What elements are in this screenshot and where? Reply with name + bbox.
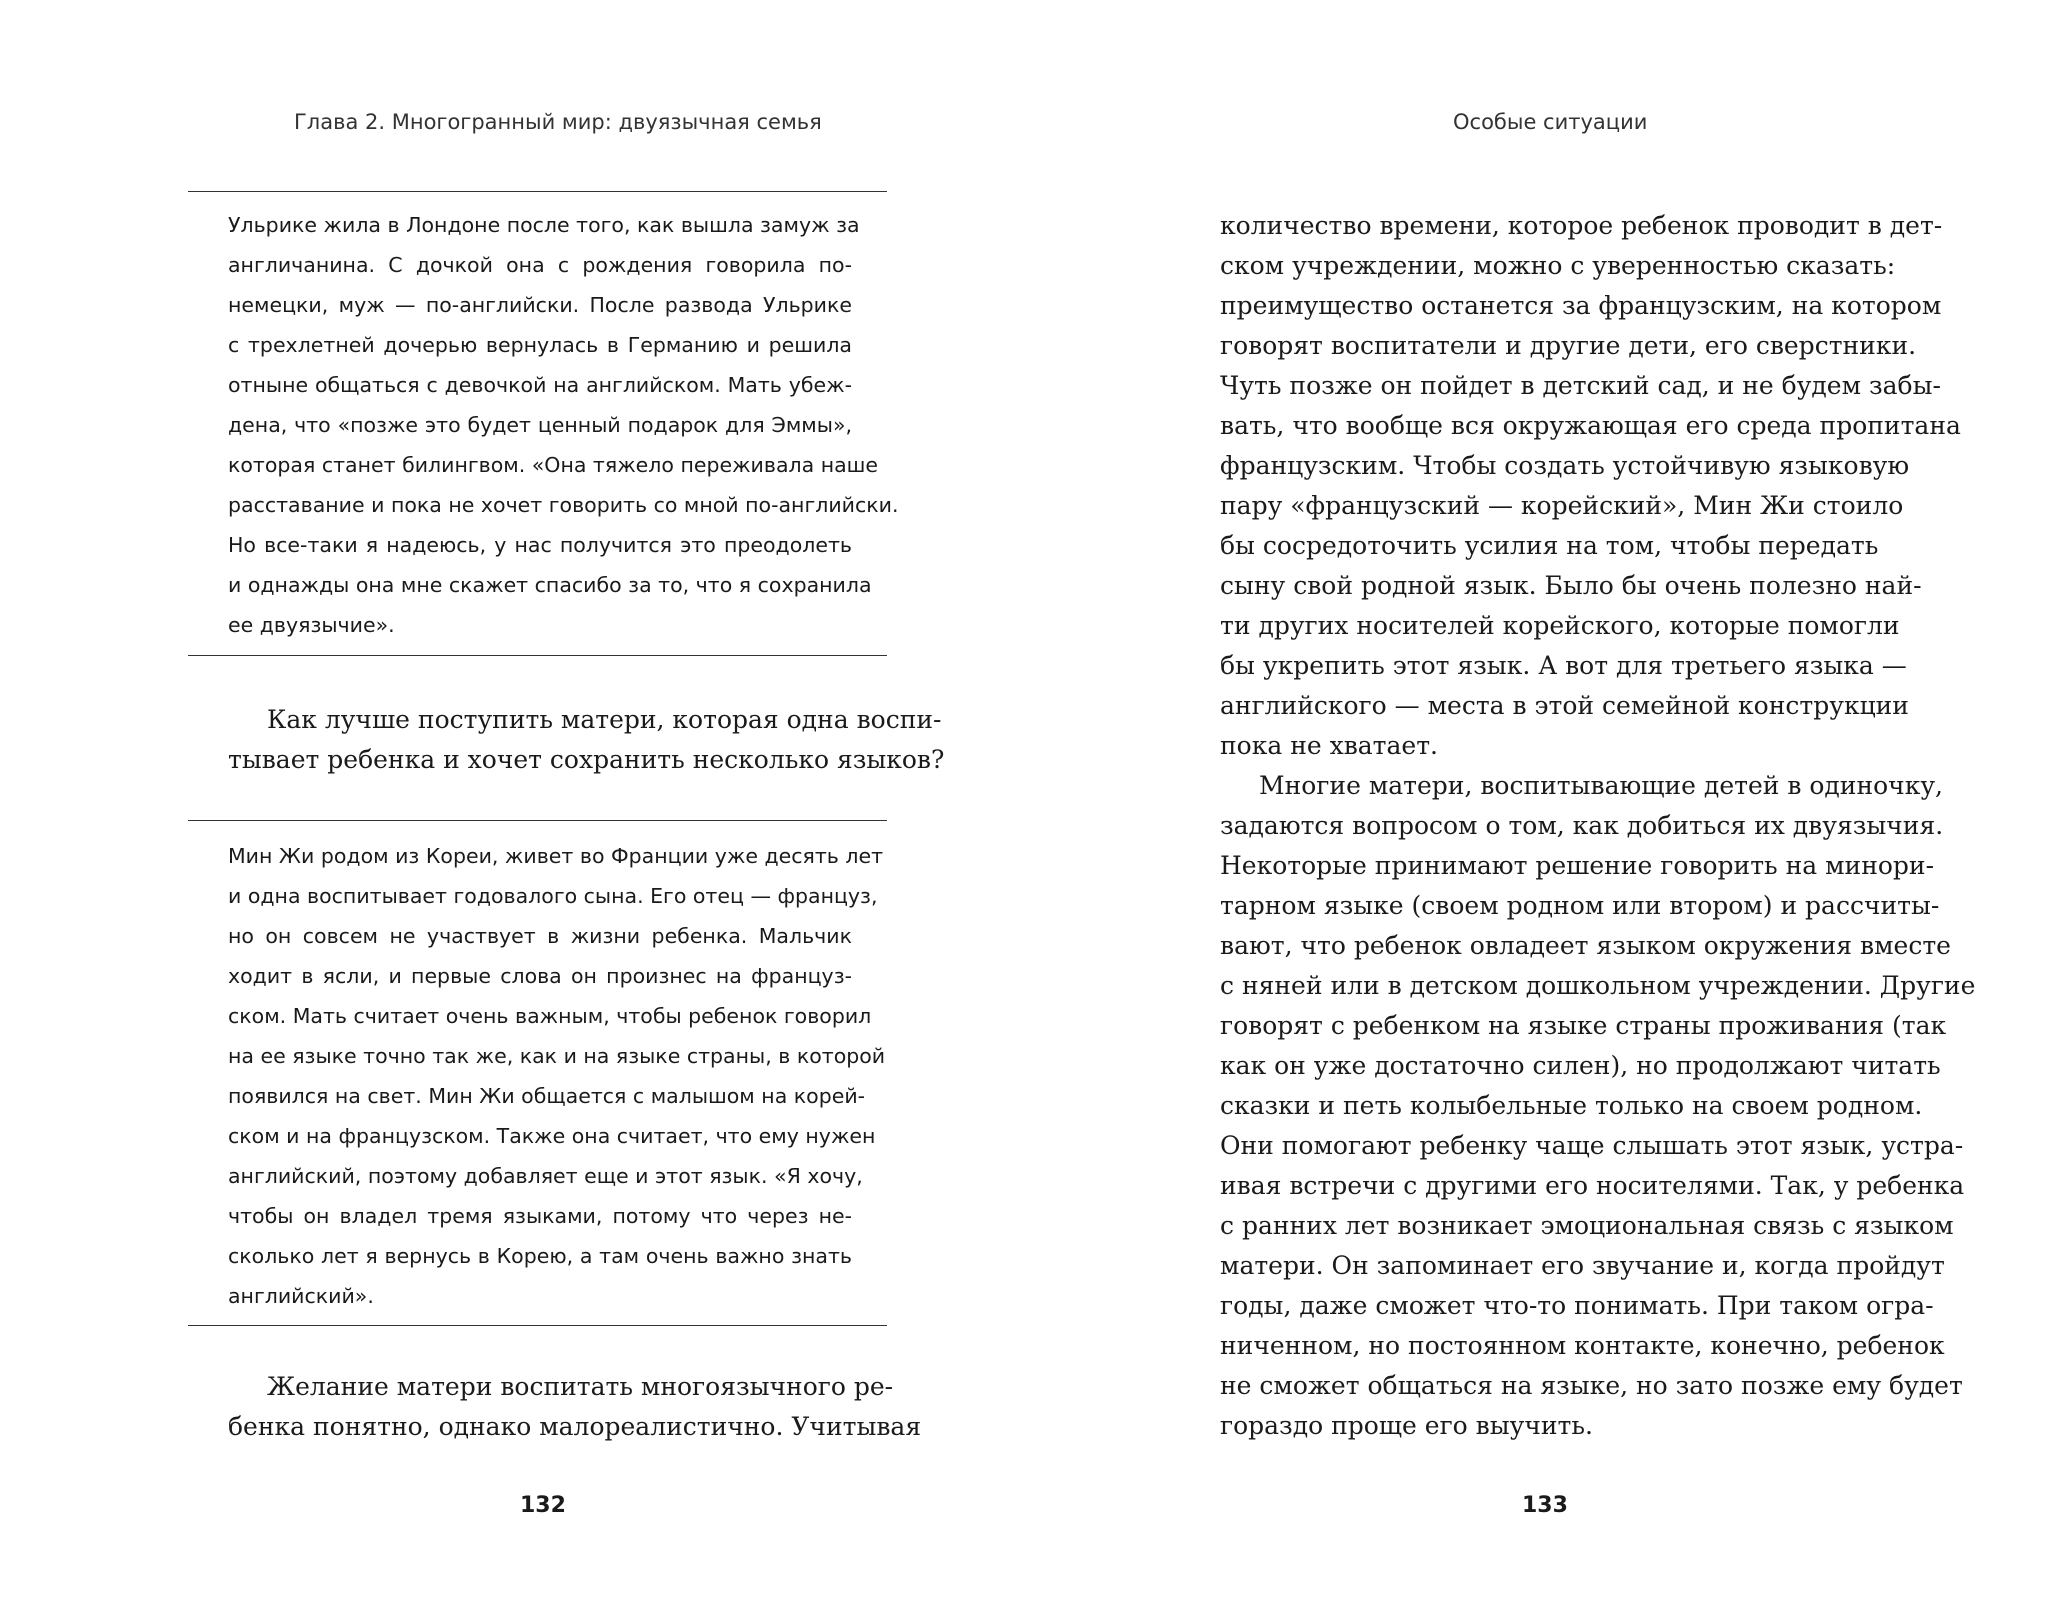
text-line: сказки и петь колыбельные только на своем родном.	[1220, 1091, 1923, 1120]
text-line: задаются вопросом о том, как добиться их двуязычия.	[1220, 811, 1944, 840]
text-line: ском учреждении, можно с уверенностью сказать:	[1220, 251, 1896, 280]
text-line: ходит в ясли, и первые слова он произнес на француз-	[228, 964, 852, 988]
text-line: ском. Мать считает очень важным, чтобы ребенок говорил	[228, 1004, 872, 1028]
text-line: пока не хватает.	[1220, 731, 1438, 760]
text-line: Некоторые принимают решение говорить на минори-	[1220, 851, 1935, 880]
text-line: ском и на французском. Также она считает, что ему нужен	[228, 1124, 876, 1148]
text-line: чтобы он владел тремя языками, потому что через не-	[228, 1204, 852, 1228]
left-page	[0, 0, 1031, 1623]
text-line: появился на свет. Мин Жи общается с малышом на корей-	[228, 1084, 866, 1108]
text-line: расставание и пока не хочет говорить со мной по-английски.	[228, 493, 899, 517]
text-line: бенка понятно, однако малореалистично. Учитывая	[228, 1412, 922, 1441]
page-number: 132	[520, 1493, 566, 1518]
text-line: годы, даже сможет что-то понимать. При таком огра-	[1220, 1291, 1934, 1320]
text-line: преимущество останется за французским, на котором	[1220, 291, 1942, 320]
text-line: ее двуязычие».	[228, 613, 395, 637]
text-line: дена, что «позже это будет ценный подарок для Эммы»,	[228, 413, 852, 437]
divider-rule	[188, 820, 887, 821]
text-line: вать, что вообще вся окружающая его среда пропитана	[1220, 411, 1961, 440]
text-line: которая станет билингвом. «Она тяжело переживала наше	[228, 453, 879, 477]
text-line: не сможет общаться на языке, но зато позже ему будет	[1220, 1371, 1963, 1400]
text-line: Они помогают ребенку чаще слышать этот язык, устра-	[1220, 1131, 1964, 1160]
text-line: с няней или в детском дошкольном учреждении. Другие	[1220, 971, 1976, 1000]
text-line: Чуть позже он пойдет в детский сад, и не будем забы-	[1220, 371, 1941, 400]
text-line: английский, поэтому добавляет еще и этот язык. «Я хочу,	[228, 1164, 863, 1188]
running-head: Глава 2. Многогранный мир: двуязычная семья	[294, 110, 822, 134]
question-paragraph	[228, 700, 945, 780]
text-line: пару «французский — корейский», Мин Жи стоило	[1220, 491, 1904, 520]
text-line: Как лучше поступить матери, которая одна воспи-	[267, 705, 942, 734]
text-line: но он совсем не участвует в жизни ребенка. Мальчик	[228, 924, 852, 948]
text-line: количество времени, которое ребенок проводит в дет-	[1220, 211, 1943, 240]
divider-rule	[188, 191, 887, 192]
text-line: как он уже достаточно силен), но продолжают читать	[1220, 1051, 1941, 1080]
text-line: сколько лет я вернусь в Корею, а там очень важно знать	[228, 1244, 852, 1268]
text-line: отныне общаться с девочкой на английском. Мать убеж-	[228, 373, 852, 397]
text-line: говорят воспитатели и другие дети, его сверстники.	[1220, 331, 1917, 360]
running-head: Особые ситуации	[1453, 110, 1648, 134]
text-line: английский».	[228, 1284, 374, 1308]
text-line: с трехлетней дочерью вернулась в Германию и решила	[228, 333, 852, 357]
sidebar-story-ulrike	[228, 205, 899, 645]
text-line: с ранних лет возникает эмоциональная связь с языком	[1220, 1211, 1954, 1240]
text-line: тарном языке (своем родном или втором) и рассчиты-	[1220, 891, 1940, 920]
text-line: немецки, муж — по-английски. После развода Ульрике	[228, 293, 852, 317]
text-line: Желание матери воспитать многоязычного ре-	[267, 1372, 894, 1401]
text-line: бы сосредоточить усилия на том, чтобы передать	[1220, 531, 1879, 560]
divider-rule	[188, 655, 887, 656]
text-line: и одна воспитывает годовалого сына. Его отец — француз,	[228, 884, 878, 908]
text-line: Мин Жи родом из Кореи, живет во Франции уже десять лет	[228, 844, 884, 868]
text-line: и однажды она мне скажет спасибо за то, что я сохранила	[228, 573, 872, 597]
text-line: английского — места в этой семейной конструкции	[1220, 691, 1909, 720]
body-text	[1220, 206, 1976, 1446]
text-line: матери. Он запоминает его звучание и, когда пройдут	[1220, 1251, 1945, 1280]
text-line: англичанина. С дочкой она с рождения говорила по-	[228, 253, 852, 277]
text-line: бы укрепить этот язык. А вот для третьего языка —	[1220, 651, 1907, 680]
text-line: на ее языке точно так же, как и на языке страны, в которой	[228, 1044, 886, 1068]
text-line: сыну свой родной язык. Было бы очень полезно най-	[1220, 571, 1922, 600]
text-line: Многие матери, воспитывающие детей в одиночку,	[1259, 771, 1943, 800]
text-line: французским. Чтобы создать устойчивую языковую	[1220, 451, 1910, 480]
text-line: гораздо проще его выучить.	[1220, 1411, 1593, 1440]
text-line: Ульрике жила в Лондоне после того, как вышла замуж за	[228, 213, 860, 237]
text-line: ти других носителей корейского, которые помогли	[1220, 611, 1900, 640]
text-line: говорят с ребенком на языке страны проживания (так	[1220, 1011, 1947, 1040]
right-page	[1031, 0, 2063, 1623]
text-line: ниченном, но постоянном контакте, конечно, ребенок	[1220, 1331, 1945, 1360]
sidebar-story-min-ji	[228, 836, 886, 1316]
text-line: тывает ребенка и хочет сохранить несколько языков?	[228, 745, 945, 774]
text-line: ивая встречи с другими его носителями. Так, у ребенка	[1220, 1171, 1965, 1200]
text-line: Но все-таки я надеюсь, у нас получится это преодолеть	[228, 533, 852, 557]
divider-rule	[188, 1325, 887, 1326]
text-line: вают, что ребенок овладеет языком окружения вместе	[1220, 931, 1951, 960]
answer-paragraph	[228, 1367, 922, 1447]
page-number: 133	[1522, 1493, 1568, 1518]
